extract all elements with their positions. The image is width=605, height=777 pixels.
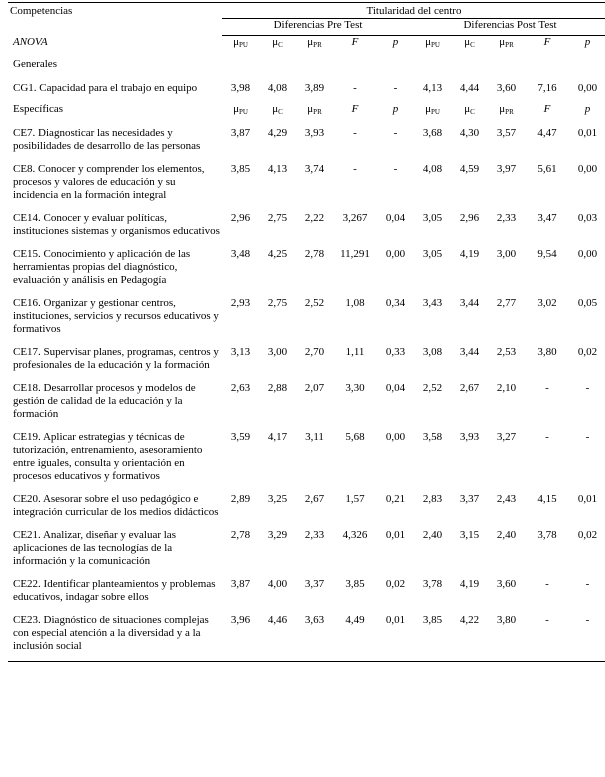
post-value: 4,19	[459, 578, 480, 590]
pre-value: 4,25	[267, 248, 288, 260]
pre-value: -	[353, 163, 357, 175]
post-value: -	[585, 382, 590, 394]
pre-value: 3,267	[342, 212, 368, 224]
pre-value: 2,33	[304, 529, 325, 541]
post-value: 2,40	[496, 529, 517, 541]
header-post-test: Diferencias Post Test	[414, 19, 605, 36]
pre-value: 2,75	[267, 297, 288, 309]
post-value: 0,01	[577, 493, 598, 505]
pre-value: 0,00	[385, 248, 406, 260]
pre-value: 4,29	[267, 127, 288, 139]
post-value: 3,43	[422, 297, 443, 309]
post-value: 4,15	[537, 493, 557, 505]
table-row	[8, 210, 605, 246]
pre-value: 2,52	[304, 297, 325, 309]
post-value: 3,60	[496, 82, 517, 94]
competencia-label: CE18. Desarrollar procesos y modelos de gestión de calidad de la educación y la formación	[13, 382, 196, 420]
post-value: 3,58	[422, 431, 443, 443]
competencia-label: CE8. Conocer y comprender los elementos, procesos y valores de educación y su incidencia en la formación integral	[13, 163, 205, 201]
post-value: 3,15	[459, 529, 480, 541]
post-value: 3,97	[496, 163, 517, 175]
table-row	[8, 576, 605, 612]
table-row	[8, 344, 605, 380]
competencia-label: CE17. Supervisar planes, programas, centros y profesionales de la educación y la formación	[13, 346, 219, 371]
post-mu-pu-header: $\mu_{PU}$	[425, 36, 440, 49]
pre-value: 3,98	[230, 82, 251, 94]
post-value: 3,05	[422, 212, 443, 224]
competencia-label: CE22. Identificar planteamientos y problemas educativos, indagar sobre ellos	[13, 578, 216, 603]
pre-value: 4,00	[267, 578, 288, 590]
post-value: 3,08	[422, 346, 443, 358]
competencia-label: CE15. Conocimiento y aplicación de las herramientas propias del diagnóstico, evaluación y análisis en Pedagogía	[13, 248, 191, 286]
pre-value: 2,89	[230, 493, 251, 505]
pre-value: 4,13	[267, 163, 288, 175]
post-p-header: p	[584, 36, 591, 48]
table-body	[8, 58, 605, 662]
pre-p-header: p	[392, 36, 399, 48]
pre-value: -	[353, 127, 357, 139]
pre-value: 11,291	[340, 248, 370, 260]
post-value: 3,85	[414, 612, 451, 662]
post-value: 3,68	[422, 127, 443, 139]
esp-post-mu-pr-header: $\mu_{PR}$	[499, 103, 514, 116]
esp-pre-f-header: F	[351, 103, 359, 115]
table-row	[8, 125, 605, 161]
pre-value: 3,63	[296, 612, 333, 662]
table-row	[8, 612, 605, 662]
post-value: 2,43	[496, 493, 517, 505]
post-value: 3,44	[459, 297, 480, 309]
post-value: -	[585, 578, 590, 590]
esp-post-p-header: p	[584, 103, 591, 115]
pre-value: 2,78	[230, 529, 251, 541]
competencia-label: CE16. Organizar y gestionar centros, instituciones, servicios y recursos educativos y formativos	[13, 297, 219, 335]
post-value: 2,96	[459, 212, 480, 224]
pre-value: 2,07	[304, 382, 325, 394]
pre-value: 2,70	[304, 346, 325, 358]
esp-post-mu-c-header: $\mu_C$	[464, 103, 475, 116]
post-value: -	[525, 612, 569, 662]
anova-label: ANOVA	[13, 35, 48, 48]
table-row	[8, 429, 605, 491]
post-value: 4,44	[459, 82, 480, 94]
post-value: 3,02	[537, 297, 557, 309]
post-value: 2,67	[459, 382, 480, 394]
post-value: 3,44	[459, 346, 480, 358]
post-value: 0,00	[577, 248, 598, 260]
competencia-label: CE21. Analizar, diseñar y evaluar las aplicaciones de las tecnologías de la información y la comunicación	[13, 529, 176, 567]
pre-value: 3,00	[267, 346, 288, 358]
table-row	[8, 491, 605, 527]
pre-value: 3,96	[222, 612, 259, 662]
header-pre-test: Diferencias Pre Test	[222, 19, 414, 36]
pre-value: -	[393, 82, 398, 94]
pre-mu-pr-header: $\mu_{PR}$	[307, 36, 322, 49]
esp-pre-mu-pu-header: $\mu_{PU}$	[233, 103, 248, 116]
header-titularidad: Titularidad del centro	[222, 3, 605, 19]
header-competencias: Competencias	[8, 3, 222, 36]
table-row	[8, 246, 605, 295]
pre-value: 3,59	[230, 431, 251, 443]
pre-value: 0,33	[385, 346, 406, 358]
post-value: 2,52	[422, 382, 443, 394]
competencia-label: CG1. Capacidad para el trabajo en equipo	[13, 82, 198, 94]
post-value: 4,22	[451, 612, 488, 662]
pre-value: 2,93	[230, 297, 251, 309]
results-table	[8, 2, 605, 662]
pre-value: 3,85	[345, 578, 365, 590]
pre-value: 3,48	[230, 248, 251, 260]
table-row	[8, 161, 605, 210]
pre-value: 4,46	[259, 612, 296, 662]
pre-value: 0,02	[385, 578, 406, 590]
esp-pre-mu-pr-header: $\mu_{PR}$	[307, 103, 322, 116]
esp-pre-p-header: p	[392, 103, 399, 115]
pre-value: 2,22	[304, 212, 325, 224]
esp-pre-mu-c-header: $\mu_C$	[272, 103, 283, 116]
competencia-label: CE7. Diagnosticar las necesidades y posibilidades de desarrollo de las personas	[13, 127, 201, 152]
post-value: 3,78	[537, 529, 557, 541]
post-value: 4,08	[422, 163, 443, 175]
pre-value: 1,11	[345, 346, 365, 358]
pre-value: 3,87	[230, 127, 251, 139]
pre-value: 0,21	[385, 493, 406, 505]
section-generales: Generales	[13, 58, 57, 70]
post-value: 4,13	[422, 82, 443, 94]
pre-value: 1,57	[345, 493, 365, 505]
post-value: 0,00	[577, 163, 598, 175]
post-value: 5,61	[537, 163, 557, 175]
pre-value: 3,29	[267, 529, 288, 541]
post-value: 0,02	[577, 346, 598, 358]
pre-value: 0,00	[385, 431, 406, 443]
table-row	[8, 527, 605, 576]
pre-value: 3,87	[230, 578, 251, 590]
post-value: 3,05	[422, 248, 443, 260]
pre-value: -	[353, 82, 357, 94]
pre-value: 0,01	[377, 612, 414, 662]
pre-value: 0,04	[385, 212, 406, 224]
post-mu-pr-header: $\mu_{PR}$	[499, 36, 514, 49]
post-value: 3,80	[488, 612, 525, 662]
post-value: 2,33	[496, 212, 517, 224]
pre-value: 2,96	[230, 212, 251, 224]
post-value: -	[585, 431, 590, 443]
post-value: -	[545, 431, 549, 443]
pre-value: 0,04	[385, 382, 406, 394]
post-value: 2,40	[422, 529, 443, 541]
pre-value: 3,13	[230, 346, 251, 358]
post-value: 7,16	[537, 82, 557, 94]
post-value: 3,80	[537, 346, 557, 358]
pre-value: 4,08	[267, 82, 288, 94]
pre-value: 5,68	[345, 431, 365, 443]
post-value: 2,77	[496, 297, 517, 309]
pre-value: 3,25	[267, 493, 288, 505]
pre-value: 3,93	[304, 127, 325, 139]
section-especificas: Específicas	[13, 103, 64, 115]
table-row	[8, 295, 605, 344]
post-value: 3,27	[496, 431, 517, 443]
pre-value: 1,08	[345, 297, 365, 309]
post-value: 0,03	[577, 212, 598, 224]
post-mu-c-header: $\mu_C$	[464, 36, 475, 49]
pre-value: -	[393, 127, 398, 139]
competencia-label: CE20. Asesorar sobre el uso pedagógico e integración curricular de los medios didácticos	[13, 493, 219, 518]
post-value: 0,01	[577, 127, 598, 139]
pre-value: 4,326	[342, 529, 368, 541]
post-value: -	[545, 382, 549, 394]
post-value: 2,10	[496, 382, 517, 394]
post-value: 3,37	[459, 493, 480, 505]
post-value: 2,83	[422, 493, 443, 505]
competencia-label: CE23. Diagnóstico de situaciones complejas con especial atención a la diversidad y a la inclusión social	[8, 612, 222, 662]
post-value: 3,00	[496, 248, 517, 260]
pre-value: 2,75	[267, 212, 288, 224]
pre-value: 2,78	[304, 248, 325, 260]
post-value: 4,47	[537, 127, 557, 139]
pre-value: 3,11	[305, 431, 324, 443]
post-value: 3,93	[459, 431, 480, 443]
post-value: 3,60	[496, 578, 517, 590]
pre-mu-c-header: $\mu_C$	[272, 36, 283, 49]
esp-post-f-header: F	[543, 103, 551, 115]
post-value: -	[545, 578, 549, 590]
post-value: 3,78	[422, 578, 443, 590]
pre-value: 0,34	[385, 297, 406, 309]
post-value: 9,54	[537, 248, 557, 260]
competencia-label: CE14. Conocer y evaluar políticas, instituciones sistemas y organismos educativos	[13, 212, 220, 237]
pre-f-header: F	[351, 36, 359, 48]
table-row	[8, 380, 605, 429]
post-value: 0,02	[577, 529, 598, 541]
pre-value: 4,49	[333, 612, 377, 662]
post-value: 4,19	[459, 248, 480, 260]
post-value: -	[569, 612, 605, 662]
post-value: 3,57	[496, 127, 517, 139]
post-value: 0,00	[577, 82, 598, 94]
post-f-header: F	[543, 36, 551, 48]
post-value: 0,05	[577, 297, 598, 309]
esp-post-mu-pu-header: $\mu_{PU}$	[425, 103, 440, 116]
pre-value: 3,37	[304, 578, 325, 590]
pre-value: 2,63	[230, 382, 251, 394]
pre-value: 0,01	[385, 529, 406, 541]
pre-value: 2,88	[267, 382, 288, 394]
pre-value: 3,89	[304, 82, 325, 94]
post-value: 2,53	[496, 346, 517, 358]
pre-value: 2,67	[304, 493, 325, 505]
post-value: 4,30	[459, 127, 480, 139]
post-value: 4,59	[459, 163, 480, 175]
pre-mu-pu-header: $\mu_{PU}$	[233, 36, 248, 49]
table-row	[8, 80, 605, 103]
pre-value: 3,30	[345, 382, 365, 394]
pre-value: 3,85	[230, 163, 251, 175]
competencia-label: CE19. Aplicar estrategias y técnicas de tutorización, entrenamiento, asesoramiento entre iguales, consulta y orientación en procesos educativos y formativos	[13, 431, 203, 482]
pre-value: 3,74	[304, 163, 325, 175]
post-value: 3,47	[537, 212, 557, 224]
pre-value: 4,17	[267, 431, 288, 443]
pre-value: -	[393, 163, 398, 175]
